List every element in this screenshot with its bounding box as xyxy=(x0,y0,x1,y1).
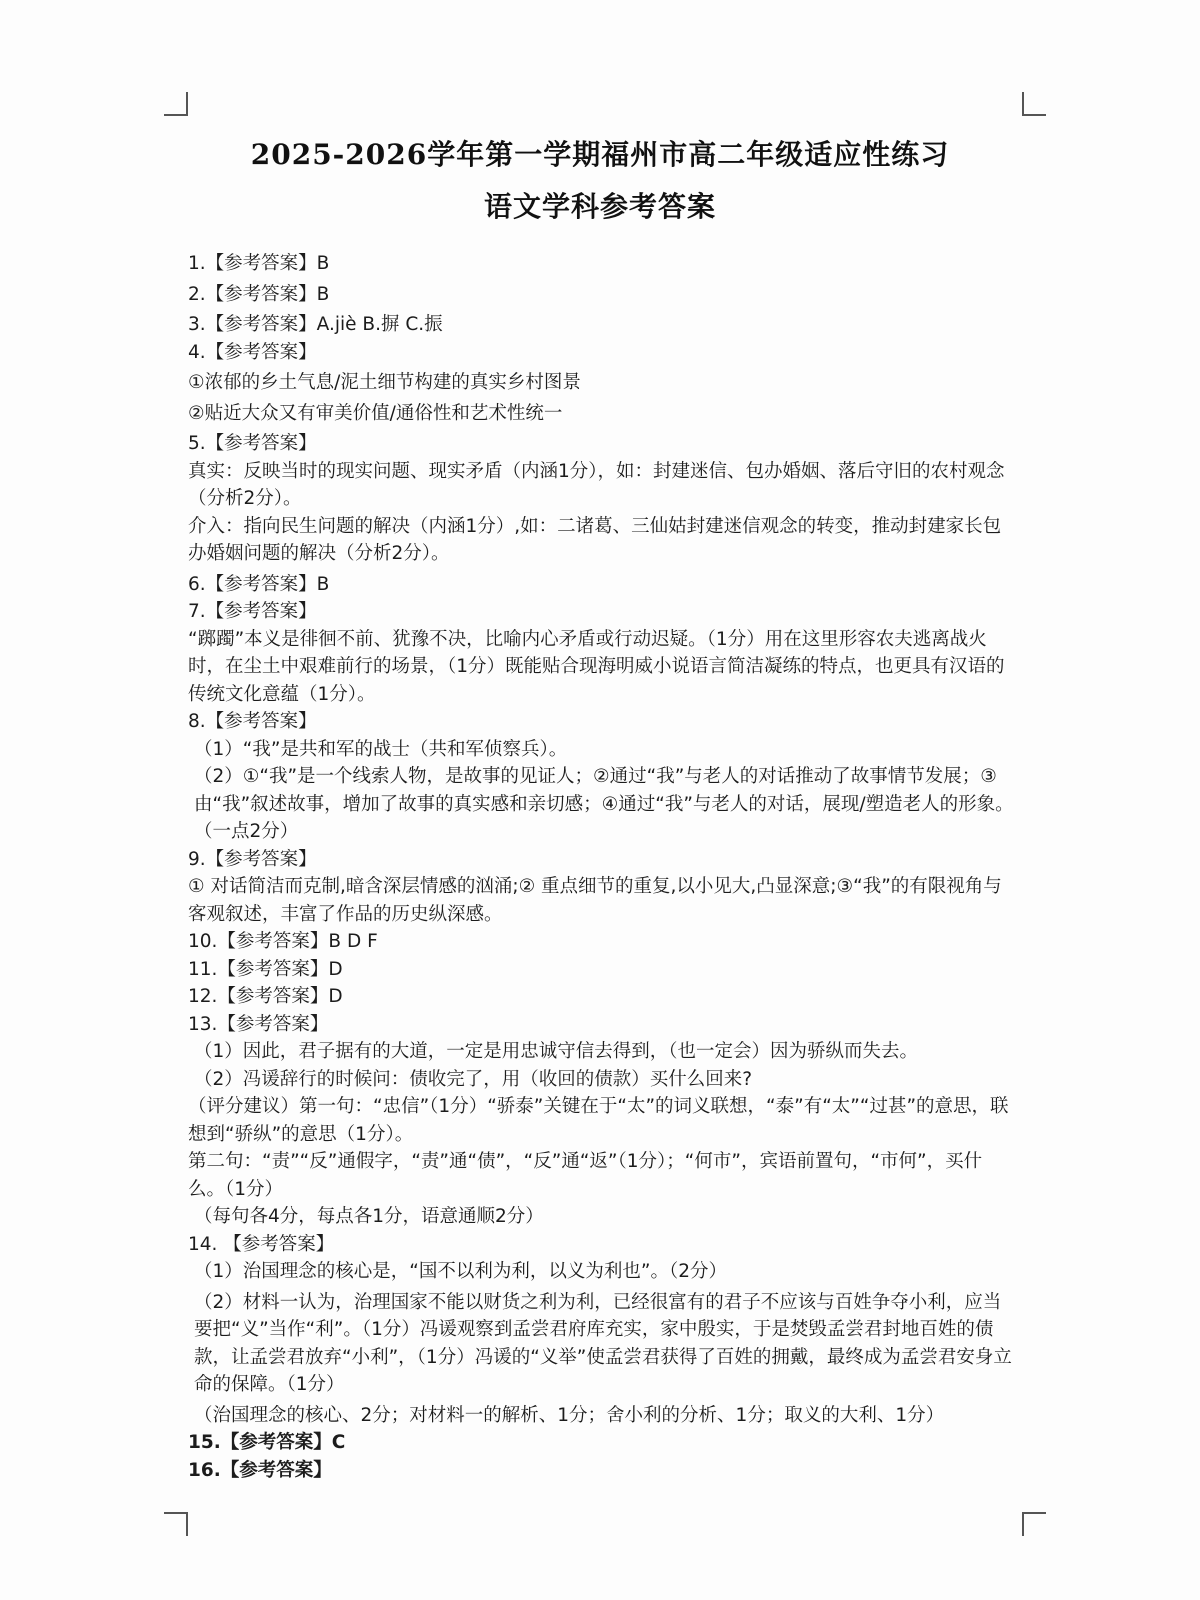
answer-line: 9.【参考答案】 xyxy=(188,848,317,870)
answer-line: （2）材料一认为，治理国家不能以财货之利为利，已经很富有的君子不应该与百姓争夺小利，应当要把“义”当作“利”。（1分）冯谖观察到孟尝君府库充实，家中殷实，于是焚毁孟尝君封地百姓的债款，让孟尝君放弃“小利”，（1分）冯谖的“义举”使孟尝君获得了百姓的拥戴，最终成为孟尝君安身立命的保障。（1分） xyxy=(194,1291,1012,1395)
answer-line: （2）冯谖辞行的时候问：债收完了，用（收回的债款）买什么回来? xyxy=(194,1068,753,1090)
answer-line: 2.【参考答案】B xyxy=(188,283,330,305)
answer-line: ① 对话简洁而克制,暗含深层情感的汹涌;② 重点细节的重复,以小见大,凸显深意;③“我”的有限视角与客观叙述，丰富了作品的历史纵深感。 xyxy=(188,876,1002,925)
answer-line: （治国理念的核心、2分；对材料一的解析、1分；舍小利的分析、1分；取义的大利、1分） xyxy=(194,1404,945,1426)
answer-line: ②贴近大众又有审美价值/通俗性和艺术性统一 xyxy=(188,402,563,424)
answer-line: （2）①“我”是一个线索人物，是故事的见证人；②通过“我”与老人的对话推动了故事情节发展；③由“我”叙述故事，增加了故事的真实感和亲切感；④通过“我”与老人的对话，展现/塑造老人的形象。（一点2分） xyxy=(194,766,1014,842)
answer-line: 7.【参考答案】 xyxy=(188,601,317,622)
answer-line: 14. 【参考答案】 xyxy=(188,1233,335,1255)
answer-line: 16.【参考答案】 xyxy=(188,1459,332,1481)
answer-line: 15.【参考答案】C xyxy=(188,1432,346,1453)
answer-line: （1）因此，君子据有的大道，一定是用忠诚守信去得到，（也一定会）因为骄纵而失去。 xyxy=(194,1041,919,1062)
answer-line: 第二句：“责”“反”通假字，“责”通“债”，“反”通“返”（1分）；“何市”，宾语前置句，“市何”，买什么。（1分） xyxy=(188,1151,983,1200)
answer-line: “踯躅”本义是徘徊不前、犹豫不决，比喻内心矛盾或行动迟疑。（1分）用在这里形容农夫逃离战火时，在尘土中艰难前行的场景，（1分）既能贴合现海明威小说语言简洁凝练的特点，也更具有汉语的传统文化意蕴（1分）。 xyxy=(188,628,1005,705)
answer-line: 1.【参考答案】B xyxy=(188,253,330,274)
crop-mark-bottom-right xyxy=(1022,1512,1046,1536)
answer-line: 5.【参考答案】 xyxy=(188,433,317,454)
answer-line: 13.【参考答案】 xyxy=(188,1013,329,1035)
answer-line: 4.【参考答案】 xyxy=(188,341,317,363)
answer-line: ①浓郁的乡土气息/泥土细节构建的真实乡村图景 xyxy=(188,372,581,393)
answer-content xyxy=(188,247,1018,1484)
answer-line: 11.【参考答案】D xyxy=(188,958,343,980)
document-title: 2025-2026学年第一学期福州市高二年级适应性练习 xyxy=(250,138,950,171)
answer-line: 介入：指向民生问题的解决（内涵1分）,如：二诸葛、三仙姑封建迷信观念的转变，推动封建家长包办婚姻问题的解决（分析2分）。 xyxy=(188,515,1002,564)
answer-line: 12.【参考答案】D xyxy=(188,986,343,1007)
answer-line: 3.【参考答案】A.jiè B.摒 C.振 xyxy=(188,314,443,335)
answer-line: （每句各4分，每点各1分，语意通顺2分） xyxy=(194,1206,544,1227)
crop-mark-top-right xyxy=(1022,92,1046,116)
answer-line: 8.【参考答案】 xyxy=(188,711,317,732)
crop-mark-top-left xyxy=(164,92,188,116)
answer-line: （评分建议）第一句：“忠信”（1分）“骄泰”关键在于“太”的词义联想，“泰”有“太”“过甚”的意思，联想到“骄纵”的意思（1分）。 xyxy=(188,1096,1009,1145)
document-subtitle: 语文学科参考答案 xyxy=(483,190,716,223)
answer-line: （1）治国理念的核心是，“国不以利为利，以义为利也”。（2分） xyxy=(194,1261,727,1282)
answer-line: 10.【参考答案】B D F xyxy=(188,931,378,952)
answer-line: （1）“我”是共和军的战士（共和军侦察兵）。 xyxy=(194,738,568,760)
answer-line: 真实：反映当时的现实问题、现实矛盾（内涵1分），如：封建迷信、包办婚姻、落后守旧的农村观念（分析2分）。 xyxy=(188,460,1005,509)
crop-mark-bottom-left xyxy=(164,1512,188,1536)
answer-line: 6.【参考答案】B xyxy=(188,573,330,595)
